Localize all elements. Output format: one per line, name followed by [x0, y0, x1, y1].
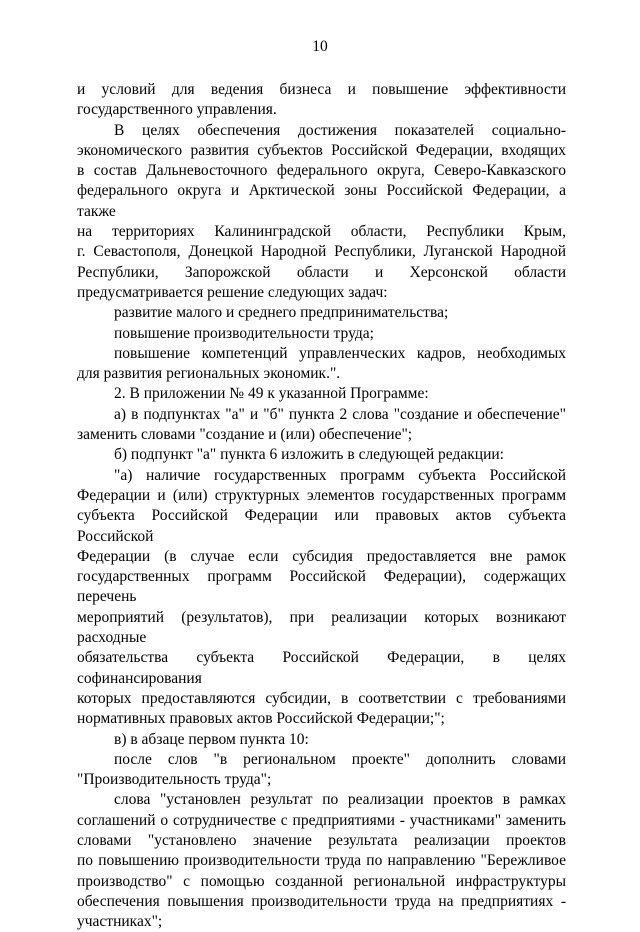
paragraph	[77, 384, 566, 404]
page-number: 10	[312, 38, 328, 55]
paragraph	[77, 445, 566, 465]
text-line: обязательства субъекта Российской Федерации, в целях софинансирования	[77, 649, 566, 687]
text-line: повышение компетенций управленческих кадров, необходимых	[114, 344, 566, 362]
paragraph	[77, 730, 566, 750]
text-line: Федерации (в случае если субсидия предоставляется вне рамок	[77, 547, 566, 565]
text-line: а) в подпунктах "а" и "б" пункта 2 слова "создание и обеспечение"	[114, 405, 566, 423]
paragraph	[77, 466, 566, 730]
paragraph	[77, 80, 566, 121]
text-line: Республики, Запорожской области и Херсонской области	[77, 263, 566, 281]
text-line: экономического развития субъектов Российской Федерации, входящих	[77, 141, 566, 159]
text-line: повышение производительности труда;	[114, 324, 374, 342]
text-line: развитие малого и среднего предпринимательства;	[114, 304, 449, 322]
text-line: б) подпункт "а" пункта 6 изложить в следующей редакции:	[114, 446, 504, 464]
text-line: которых предоставляются субсидии, в соответствии с требованиями	[77, 689, 566, 707]
text-line: и условий для ведения бизнеса и повышение эффективности	[77, 81, 566, 98]
paragraph	[77, 750, 566, 791]
text-line: по повышению производительности труда по направлению "Бережливое	[77, 852, 566, 870]
text-line: обеспечения повышения производительности труда на предприятиях -	[77, 892, 566, 910]
text-line: предусматривается решение следующих задач:	[77, 283, 388, 301]
paragraph	[77, 790, 566, 932]
text-line: соглашений о сотрудничестве с предприятиями - участниками" заменить	[77, 811, 566, 829]
text-line: "а) наличие государственных программ субъекта Российской	[114, 466, 566, 484]
text-line: заменить словами "создание и (или) обеспечение";	[77, 426, 413, 444]
text-line: на территориях Калининградской области, Республики Крым,	[77, 223, 566, 241]
text-line: федерального округа и Арктической зоны Российской Федерации, а также	[77, 182, 566, 220]
paragraph	[77, 324, 566, 344]
paragraph	[77, 344, 566, 385]
text-line: 2. В приложении № 49 к указанной Программе:	[114, 385, 429, 403]
text-line: в состав Дальневосточного федерального округа, Северо-Кавказского	[77, 162, 566, 180]
document-body	[77, 80, 566, 932]
text-line: производство" с помощью созданной региональной инфраструктуры	[77, 872, 566, 890]
text-line: в) в абзаце первом пункта 10:	[114, 730, 309, 748]
text-line: государственного управления.	[77, 101, 277, 119]
text-line: нормативных правовых актов Российской Федерации;";	[77, 710, 445, 728]
text-line: Федерации и (или) структурных элементов государственных программ	[77, 486, 566, 504]
text-line: В целях обеспечения достижения показателей социально-	[114, 121, 566, 139]
text-line: для развития региональных экономик.".	[77, 365, 341, 383]
text-line: "Производительность труда";	[77, 771, 272, 789]
text-line: г. Севастополя, Донецкой Народной Республики, Луганской Народной	[77, 243, 566, 261]
text-line: слова "установлен результат по реализации проектов в рамках	[114, 791, 566, 809]
paragraph	[77, 121, 566, 304]
text-line: участниках";	[77, 913, 163, 931]
text-line: мероприятий (результатов), при реализации которых возникают расходные	[77, 608, 566, 647]
text-line: после слов "в региональном проекте" дополнить словами	[114, 750, 566, 768]
text-line: словами "установлено значение результата реализации проектов	[77, 831, 566, 849]
paragraph	[77, 405, 566, 446]
paragraph	[77, 303, 566, 323]
text-line: государственных программ Российской Федерации), содержащих перечень	[77, 568, 566, 606]
text-line: субъекта Российской Федерации или правовых актов субъекта Российской	[77, 507, 566, 545]
